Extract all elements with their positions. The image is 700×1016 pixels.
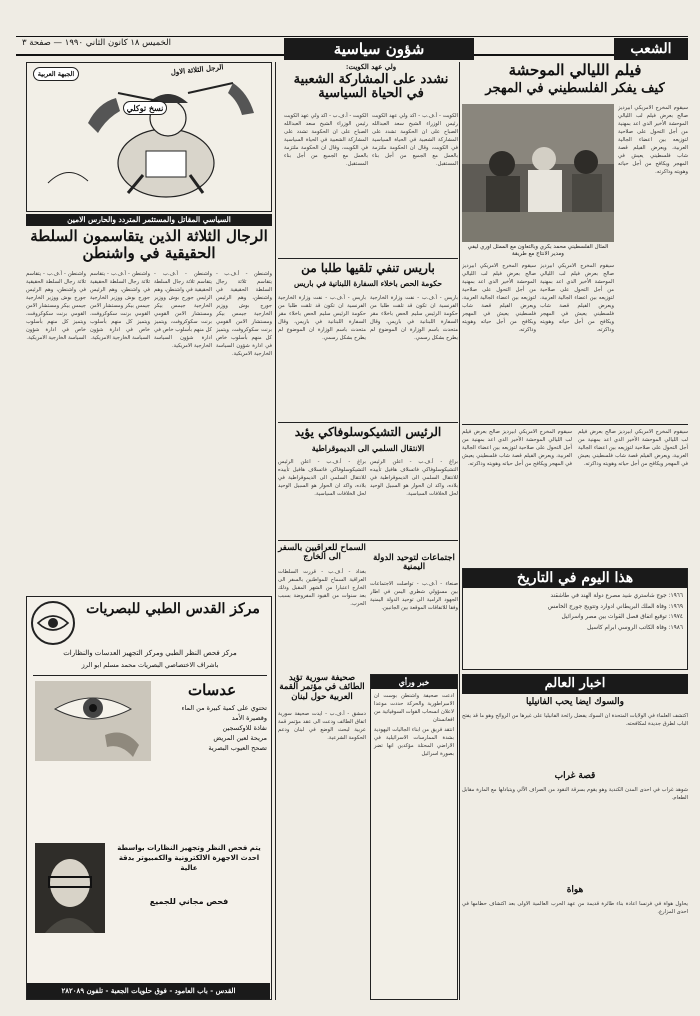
ad-person-photo (35, 843, 105, 933)
lens-feature: تصحح العيوب البصرية (208, 744, 267, 752)
lens-feature: تحتوي على كمية كبيرة من الماء (181, 704, 267, 712)
czech-headline: الرئيس التشيكوسلوفاكي يؤيد (294, 425, 442, 439)
date-line: الخميس ١٨ كانون الثاني ١٩٩٠ — صفحة ٣ (22, 38, 171, 48)
participation-headline: نشدد على المشاركة الشعبية في الحياة السياسية (293, 72, 449, 102)
three-men-col-3: واشنطن - أ.ف.ب - يتقاسم ثلاثة رجال السلطة الحقيقية في واشنطن، وهم الرئيس جورج بوش ووزير الخارجية جيمس بيكر ومستشار الامن القومي برنت سكوكروفت، ويتميز كل منهم بأسلوب خاص في ادارة شؤون السياسة الخارجية الامريكية. (154, 271, 212, 349)
optics-ad (26, 596, 272, 1000)
section-rule (278, 422, 458, 423)
three-men-headline: الرجال الثلاثة الذين يتقاسمون السلطة الحقيقية في واشنطن (30, 227, 268, 262)
history-items (463, 588, 687, 638)
participation-col-2: الكويت - أ.ف.ب - اكد ولي عهد الكويت رئيس الوزراء الشيخ سعد العبدالله الصباح على ان الحكومة تشدد على المشاركة الشعبية في الحياة السياسية في الكويت، وقال ان الحكومة ملتزمة بالعمل مع الجميع من أجل بناء المستقبل. (372, 113, 458, 167)
photo-people (462, 104, 614, 242)
world-section-body: شوهد غراب في احدى المدن الكندية وهو يقوم بسرقة النقود من الصراف الآلي ويتبادلها مع المارة مقابل الطعام. (462, 787, 688, 801)
history-item: ١٩٦٩: وفاة الملك البريطاني ادوارد وتتويج جورج الخامس (547, 603, 683, 610)
paris-headline: باريس تنفي تلقيها طلبا من (301, 261, 435, 275)
ad-supervisor: باشراف الاختصاصي البصريات محمد مسلم ابو الرز (81, 661, 219, 669)
ad-title: مركز القدس الطبي للبصريات (86, 601, 260, 617)
czech-col-2: براغ - أ.ف.ب - اعلن الرئيس التشيكوسلوفاكي فاتسلاف هافيل تأييده للانتقال السلمي الى الديموقراطية في بلاده، واكد ان الحوار هو السبيل الوحيد لحل الخلافات السياسية. (370, 459, 458, 497)
world-section-heading: هواة (566, 885, 584, 895)
cartoon-drawing (28, 63, 271, 210)
ad-divider (33, 675, 267, 676)
syria-headline: صحيفة سورية تؤيد الطائف في مؤتمر القمة العربية حول لبنان (279, 673, 365, 702)
three-men-col-4: واشنطن - أ.ف.ب - يتقاسم ثلاثة رجال السلطة الحقيقية في واشنطن، وهم الرئيس جورج بوش ووزير الخارجية جيمس بيكر ومستشار الامن القومي برنت سكوكروفت، ويتميز كل منهم بأسلوب خاص في ادارة شؤون السياسة الخارجية الامريكية. (216, 271, 272, 357)
column-rule (275, 62, 276, 1000)
paris-col-2: باريس - أ.ف.ب - نفت وزارة الخارجية الفرنسية ان تكون قد تلقت طلبا من حكومة الرئيس سليم الحص باخلاء مقر السفارة اللبنانية في باريس، وقال متحدث باسم الوزارة ان الموضوع لم يطرح بشكل رسمي. (370, 295, 458, 341)
cartoon-caption: نسخ توكلي (123, 101, 167, 115)
top-story-col-5: سيقوم المخرج الامريكي ابيرديز صالح بعرض فيلم لب الليالي الموحشة الأخير الذي اعد بمهنية من أجل التحول على صلاحية لتوزيعه بين اعضاء الجالية العربية، ويعرض الفيلم قصة شاب فلسطيني يعيش في المهجر ويكافح من أجل حياته وهويته وذاكرته. (578, 429, 688, 467)
history-box-title: هذا اليوم في التاريخ (463, 569, 687, 588)
paper-name: الشعب (614, 38, 688, 60)
ad-address: القدس - باب العامود - فوق حلويات الجعبة - تلفون ٢٨٢٠٨٩ (27, 983, 270, 999)
lens-feature: وقصيرة الأمد (231, 714, 267, 722)
three-men-col-1: واشنطن - أ.ف.ب - يتقاسم ثلاثة رجال السلطة الحقيقية في واشنطن، وهم الرئيس جورج بوش ووزير الخارجية جيمس بيكر ومستشار الامن القومي برنت سكوكروفت، ويتميز كل منهم بأسلوب خاص في ادارة شؤون السياسة الخارجية الامريكية. (26, 271, 86, 341)
news-box-title: خبر ورأي (371, 675, 457, 689)
history-box (462, 568, 688, 670)
czech-col-1: براغ - أ.ف.ب - اعلن الرئيس التشيكوسلوفاكي فاتسلاف هافيل تأييده للانتقال السلمي الى الديموقراطية في بلاده، واكد ان الحوار هو السبيل الوحيد لحل الخلافات السياسية. (278, 459, 366, 497)
history-item: ١٩٨٦: وفاة الكاتب الروسي ابرام كاسيل (587, 624, 683, 631)
paris-col-1: باريس - أ.ف.ب - نفت وزارة الخارجية الفرنسية ان تكون قد تلقت طلبا من حكومة الرئيس سليم الحص باخلاء مقر السفارة اللبنانية في باريس، وقال متحدث باسم الوزارة ان الموضوع لم يطرح بشكل رسمي. (278, 295, 366, 341)
top-story-photo (462, 104, 614, 242)
lenses-title: عدسات (187, 681, 237, 699)
syria-col: دمشق - أ.ف.ب - ايدت صحيفة سورية اتفاق الطائف ودعت الى عقد مؤتمر قمة عربية لبحث الوضع في لبنان ودعم الحكومة الشرعية. (278, 711, 366, 741)
world-section-body: يحاول هواة في فرنسا اعادة بناء طائرة قديمة من عهد الحرب العالمية الاولى بعد اكتشاف حطامها في احدى المزارع. (462, 901, 688, 915)
iraqis-headline: السماح للعراقيين بالسفر الى الخارج (278, 543, 366, 563)
top-story-col-2: سيقوم المخرج الامريكي ابيرديز صالح بعرض فيلم لب الليالي الموحشة الأخير الذي اعد بمهنية من أجل التحول على صلاحية لتوزيعه بين اعضاء الجالية العربية، ويعرض الفيلم قصة شاب فلسطيني يعيش في المهجر ويكافح من أجل حياته وهويته وذاكرته. (540, 263, 614, 333)
world-section-body: اكتشف العلماء في الولايات المتحدة ان السوك يفضل رائحة الفانيليا على غيرها من الروائح وهو ما قد يفتح الباب لطرق جديدة لمكافحته. (462, 713, 688, 727)
participation-kicker: ولي عهد الكويت: (345, 62, 397, 71)
three-men-kicker: السياسي المقاتل والمستثمر المتردد والحارس الامين (26, 214, 272, 226)
section-rule (278, 540, 458, 541)
column-rule (459, 62, 460, 1000)
top-story-col-1: سيقوم المخرج الامريكي ابيرديز صالح بعرض فيلم لب الليالي الموحشة الأخير الذي اعد بمهنية من أجل التحول على صلاحية لتوزيعه بين اعضاء الجالية العربية، ويعرض الفيلم قصة شاب فلسطيني يعيش في المهجر ويكافح من أجل حياته وهويته وذاكرته. (618, 105, 688, 175)
yemen-headline: اجتماعات لتوحيد الدولة اليمنية (373, 553, 455, 573)
ad-eye-photo (35, 681, 151, 761)
ad-price-text: فحص مجاني للجميع (149, 897, 229, 906)
world-section-heading: قصة غراب (554, 771, 596, 781)
top-story-headline: كيف يفكر الفلسطيني في المهجر (485, 81, 665, 96)
section-rule (462, 424, 688, 425)
lens-feature: مريحة لعين المريض (213, 734, 267, 742)
eye-logo-icon (31, 601, 75, 645)
ad-subtitle: مركز فحص النظر الطبي ومركز التجهيز العدسات والنظارات (63, 649, 237, 657)
ad-bottom-text: يتم فحص النظر وتجهيز النظارات بواسطة احدث الاجهزة الالكترونية والكمبيوتر بدقة عالية (117, 844, 261, 872)
section-title: شؤون سياسية (284, 38, 474, 60)
participation-col-1: الكويت - أ.ف.ب - اكد ولي عهد الكويت رئيس الوزراء الشيخ سعد العبدالله الصباح على ان الحكومة تشدد على المشاركة الشعبية في الحياة السياسية في الكويت، وقال ان الحكومة ملتزمة بالعمل مع الجميع من أجل بناء المستقبل. (284, 113, 368, 167)
paris-subhead: حكومة الحص باخلاء السفارة اللبنانية في باريس (294, 279, 442, 288)
section-rule (278, 258, 458, 259)
cartoon-banner: الرجل الثلاثة الاول (170, 62, 224, 77)
lenses-list (157, 703, 267, 753)
cartoon-tag: الجبهة العربية (33, 67, 79, 81)
top-story-col-3: سيقوم المخرج الامريكي ابيرديز صالح بعرض فيلم لب الليالي الموحشة الأخير الذي اعد بمهنية من أجل التحول على صلاحية لتوزيعه بين اعضاء الجالية العربية، ويعرض الفيلم قصة شاب فلسطيني يعيش في المهجر ويكافح من أجل حياته وهويته وذاكرته. (462, 263, 536, 333)
world-news-title: اخبار العالم (462, 674, 688, 694)
ad-eye-image (35, 681, 151, 761)
eye-icon (36, 613, 70, 633)
cartoon-box (26, 62, 272, 212)
news-box (370, 674, 458, 1000)
three-men-col-2: واشنطن - أ.ف.ب - يتقاسم ثلاثة رجال السلطة الحقيقية في واشنطن، وهم الرئيس جورج بوش ووزير الخارجية جيمس بيكر ومستشار الامن القومي برنت سكوكروفت، ويتميز كل منهم بأسلوب خاص في ادارة شؤون السياسة الخارجية الامريكية. (90, 271, 150, 341)
news-item: انتقد فريق من ابناء الجاليات اليهودية بشدة الممارسات الاسرائيلية في الاراضي المحتلة مؤكدين انها تضر بصورة اسرائيل (374, 727, 454, 757)
iraqis-col: بغداد - أ.ف.ب - قررت السلطات العراقية السماح للمواطنين بالسفر الى الخارج اعتبارا من الشهر المقبل وذلك بعد سنوات من القيود المفروضة بسبب الحرب. (278, 569, 366, 607)
world-section-heading: والسوك ايضا يحب الفانيليا (526, 697, 624, 707)
top-story-caption: المثال الفلسطيني محمد بكري وبالتعاون مع الممثل اوري ليفي ومدير الانتاج مع طريقة (467, 244, 609, 257)
top-story-kicker: فيلم الليالي الموحشة (508, 61, 642, 79)
ad-person-image (35, 843, 105, 933)
news-box-items (371, 689, 457, 994)
lens-feature: نفاذة للاوكسجين (222, 724, 267, 732)
history-item: ١٩٦٦: جوج شاستري شيد مصرع دولة الهند في طاشقند (550, 593, 683, 600)
top-story-col-4: سيقوم المخرج الامريكي ابيرديز صالح بعرض فيلم لب الليالي الموحشة الأخير الذي اعد بمهنية من أجل التحول على صلاحية لتوزيعه بين اعضاء الجالية العربية، ويعرض الفيلم قصة شاب فلسطيني يعيش في المهجر ويكافح من أجل حياته وهويته وذاكرته. (462, 429, 572, 467)
czech-subhead: الانتقال السلمي الى الديموقراطية (311, 443, 425, 453)
news-item: ادعت صحيفة واشنطن بوست ان الامبراطورية والحركة حددت موعدا لاعلان انسحاب القوات السوفياتية من افغانستان (373, 693, 454, 723)
history-item: ١٩٧٤: توقيع اتفاق فصل القوات بين مصر واسرائيل (561, 614, 683, 621)
yemen-col: صنعاء - أ.ف.ب - تواصلت الاجتماعات بين مسؤولي شطري اليمن في اطار الجهود الرامية الى توحيد الدولة اليمنية وفقا للاتفاقات الموقعة بين الجانبين. (370, 581, 458, 611)
